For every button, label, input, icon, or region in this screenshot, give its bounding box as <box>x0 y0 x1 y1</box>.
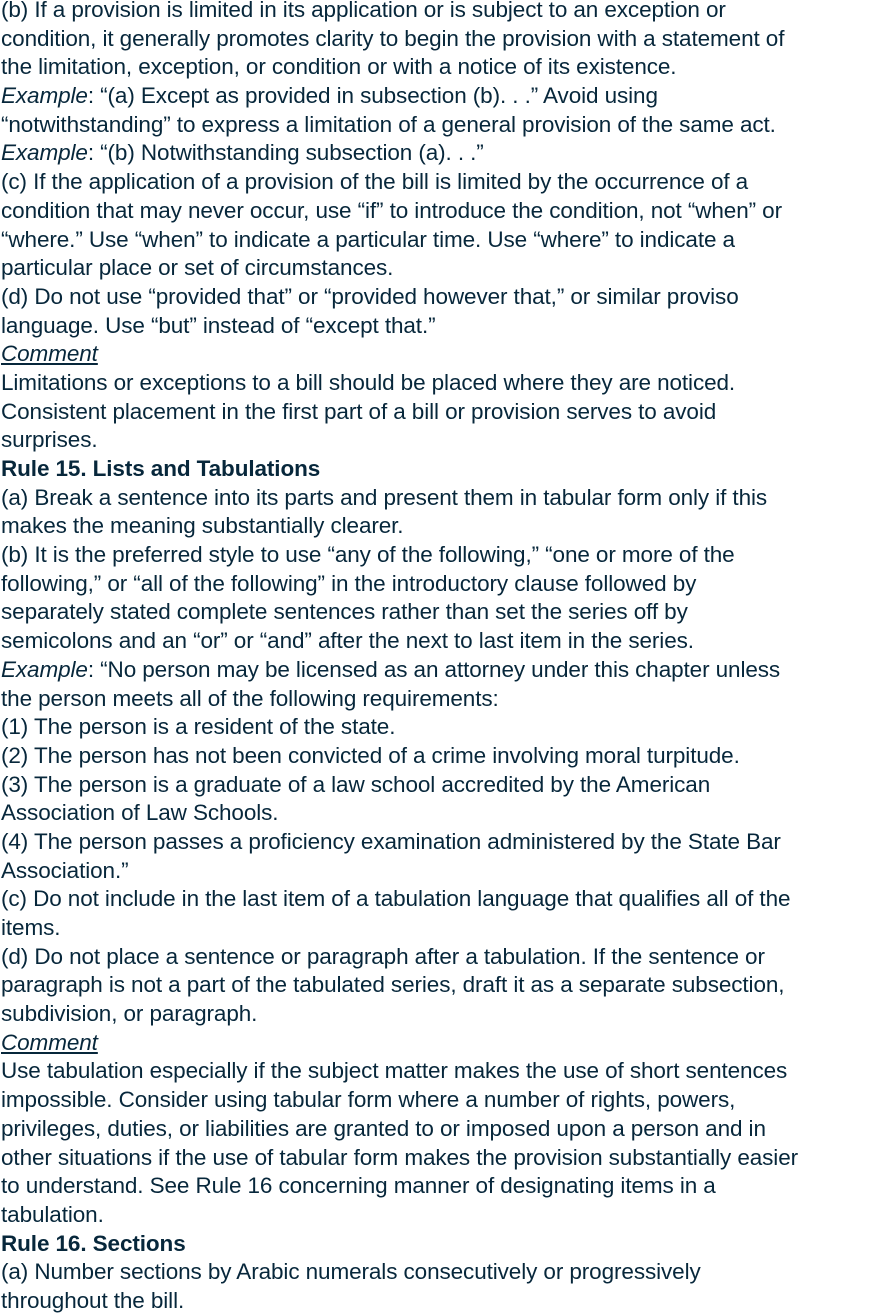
example-list-item: (2) The person has not been convicted of a crime involving moral turpitude. <box>1 742 740 768</box>
rule16-a-line: throughout the bill. <box>1 1287 185 1313</box>
rule14-d-line: (d) Do not use “provided that” or “provided however that,” or similar proviso <box>1 283 739 309</box>
comment-heading-line <box>1 340 895 369</box>
rule14-c-line: “where.” Use “when” to indicate a particular time. Use “where” to indicate a <box>1 226 735 252</box>
comment-line: other situations if the use of tabular form makes the provision substantially easier <box>1 1144 799 1170</box>
rule14-b-line: (b) If a provision is limited in its application or is subject to an exception or <box>1 0 726 22</box>
rule15-a-line: makes the meaning substantially clearer. <box>1 513 404 539</box>
rule14-c-line: (c) If the application of a provision of the bill is limited by the occurrence of a <box>1 169 749 195</box>
example-list-item: (4) The person passes a proficiency examination administered by the State Bar <box>1 828 781 854</box>
rule15-b-line: following,” or “all of the following” in the introductory clause followed by <box>1 570 697 596</box>
comment-heading-line <box>1 1029 895 1058</box>
rule14-b-line: condition, it generally promotes clarity to begin the provision with a statement of <box>1 25 785 51</box>
example-list-item: Association of Law Schools. <box>1 800 279 826</box>
comment-line: tabulation. <box>1 1201 104 1227</box>
example-line <box>1 82 895 111</box>
rule15-heading: Rule 15. Lists and Tabulations <box>1 456 321 481</box>
rule16-a-line: (a) Number sections by Arabic numerals consecutively or progressively <box>1 1259 701 1285</box>
comment-line: Limitations or exceptions to a bill should be placed where they are noticed. <box>1 369 736 395</box>
rule15-c-line: items. <box>1 915 61 940</box>
example-line <box>1 139 895 168</box>
example-list-item: (1) The person is a resident of the state. <box>1 714 396 740</box>
comment-line: to understand. See Rule 16 concerning manner of designating items in a <box>1 1173 716 1199</box>
comment-line: Use tabulation especially if the subject matter makes the use of short sentences <box>1 1058 788 1084</box>
rule15-b-line: semicolons and an “or” or “and” after the next to last item in the series. <box>1 628 694 654</box>
comment-label: Comment <box>1 1029 98 1055</box>
example-continuation: the person meets all of the following requirements: <box>1 685 499 711</box>
example-label: Example <box>1 656 88 682</box>
example-label: Example <box>1 83 88 109</box>
rule15-b-line: separately stated complete sentences rather than set the series off by <box>1 599 688 625</box>
comment-line: impossible. Consider using tabular form where a number of rights, powers, <box>1 1087 736 1113</box>
rule14-b-line: the limitation, exception, or condition or with a notice of its existence. <box>1 54 677 80</box>
rule15-c-line: (c) Do not include in the last item of a tabulation language that qualifies all of the <box>1 886 791 912</box>
comment-line: privileges, duties, or liabilities are granted to or imposed upon a person and in <box>1 1115 766 1141</box>
rule15-d-line: paragraph is not a part of the tabulated series, draft it as a separate subsection, <box>1 972 785 998</box>
rule14-d-line: language. Use “but” instead of “except that.” <box>1 312 436 338</box>
rule15-d-line: subdivision, or paragraph. <box>1 1001 258 1027</box>
rule15-a-line: (a) Break a sentence into its parts and present them in tabular form only if this <box>1 484 768 510</box>
comment-line: surprises. <box>1 427 98 453</box>
example-label: Example <box>1 140 88 166</box>
rule14-c-line: condition that may never occur, use “if” to introduce the condition, not “when” or <box>1 197 782 223</box>
example-text: : “(b) Notwithstanding subsection (a). . .” <box>87 140 484 166</box>
rule15-d-line: (d) Do not place a sentence or paragraph after a tabulation. If the sentence or <box>1 943 765 969</box>
example-continuation: “notwithstanding” to express a limitation of a general provision of the same act. <box>1 111 776 137</box>
example-line <box>1 656 895 685</box>
comment-label: Comment <box>1 341 98 367</box>
comment-line: Consistent placement in the first part of a bill or provision serves to avoid <box>1 398 717 424</box>
rule15-b-line: (b) It is the preferred style to use “any of the following,” “one or more of the <box>1 542 735 568</box>
example-text: : “No person may be licensed as an attorney under this chapter unless <box>87 656 781 682</box>
example-list-item: (3) The person is a graduate of a law school accredited by the American <box>1 771 711 797</box>
rule14-c-line: particular place or set of circumstances. <box>1 255 394 281</box>
rule16-heading: Rule 16. Sections <box>1 1230 186 1256</box>
example-text: : “(a) Except as provided in subsection (b). . .” Avoid using <box>87 83 658 109</box>
example-list-item: Association.” <box>1 857 129 883</box>
